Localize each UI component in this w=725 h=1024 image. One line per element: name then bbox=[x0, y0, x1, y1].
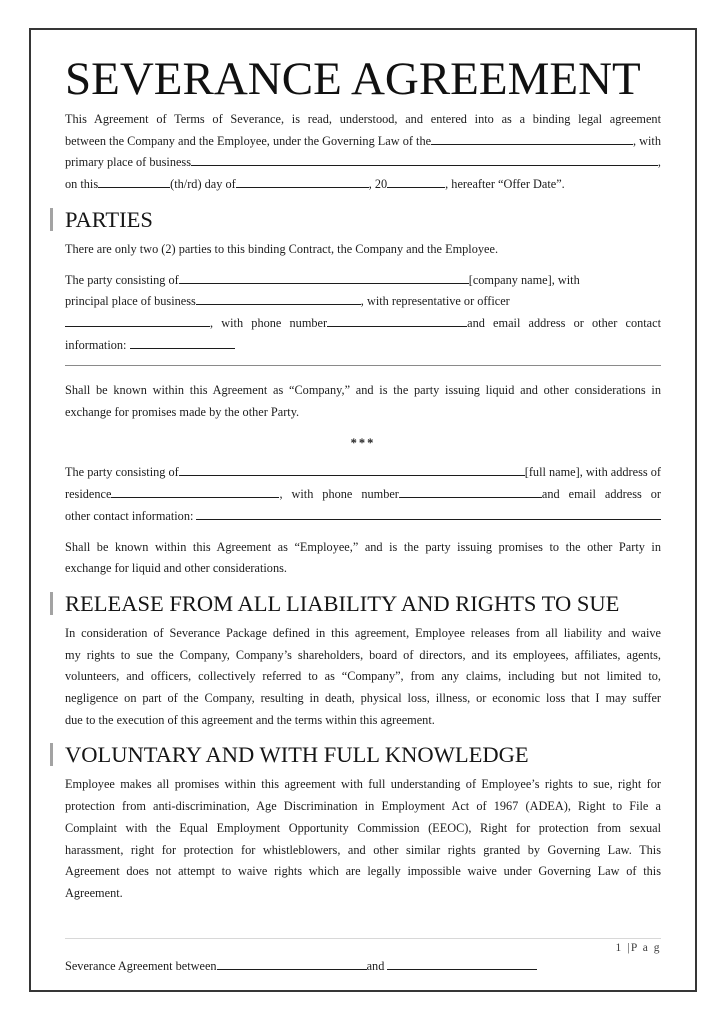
text-run: due to the execution of this agreement and the terms within this agreement. bbox=[65, 712, 435, 727]
text-line bbox=[65, 462, 661, 484]
text-run: Employee makes all promises within this agreement with full understanding of Employee’s rights to sue, right for bbox=[65, 777, 661, 792]
paragraph bbox=[65, 462, 661, 527]
text-run: [company name], with bbox=[468, 272, 580, 287]
document-body bbox=[65, 109, 661, 905]
text-line bbox=[65, 291, 661, 313]
text-line bbox=[65, 506, 661, 528]
footer-agreement-line bbox=[65, 956, 661, 976]
blank-line bbox=[387, 186, 445, 188]
document-content bbox=[65, 55, 661, 914]
text-line bbox=[65, 883, 661, 905]
text-run: , with phone number bbox=[210, 315, 328, 330]
text-run: and email address or bbox=[541, 487, 661, 502]
text-run: between the Company and the Employee, under the Governing Law of the bbox=[65, 133, 432, 148]
text-line bbox=[65, 313, 661, 335]
text-run: and email address or other contact bbox=[467, 315, 661, 330]
text-run: , hereafter “Offer Date”. bbox=[445, 177, 565, 192]
blank-line bbox=[387, 968, 537, 970]
paragraph bbox=[65, 239, 661, 261]
text-run: This Agreement of Terms of Severance, is read, understood, and entered into as a binding legal agreement bbox=[65, 112, 661, 126]
text-line bbox=[65, 402, 661, 424]
section-divider bbox=[65, 365, 661, 366]
text-line bbox=[65, 818, 661, 840]
text-run: In consideration of Severance Package defined in this agreement, Employee releases from all liability and waive bbox=[65, 625, 661, 640]
text-run: There are only two (2) parties to this binding Contract, the Company and the Employee. bbox=[65, 241, 499, 256]
text-line bbox=[65, 537, 661, 559]
footer-rule bbox=[65, 938, 661, 939]
text-line bbox=[65, 558, 661, 580]
blank-line bbox=[111, 496, 279, 498]
text-line bbox=[65, 840, 661, 862]
blank-line bbox=[431, 143, 633, 145]
text-run: harassment, right for protection for whistleblowers, and other similar rights granted by Governing Law. This bbox=[65, 842, 661, 857]
text-run: Agreement does not attempt to waive rights which are legally impossible waive under Governing Law of this bbox=[65, 864, 661, 879]
text-run: Agreement. bbox=[65, 885, 123, 900]
blank-line bbox=[327, 325, 467, 327]
text-line bbox=[65, 796, 661, 818]
text-run: exchange for liquid and other considerations. bbox=[65, 561, 287, 576]
text-run: The party consisting of bbox=[65, 465, 179, 480]
page-border-frame bbox=[29, 28, 697, 992]
blank-line bbox=[236, 186, 369, 188]
paragraph bbox=[65, 109, 661, 196]
blank-line bbox=[196, 303, 361, 305]
text-run: my rights to sue the Company, Company’s shareholders, board of directors, and its employees, affiliates, agents, bbox=[65, 647, 661, 662]
blank-line bbox=[196, 518, 661, 520]
text-line bbox=[65, 335, 661, 357]
text-run: Shall be known within this Agreement as “Employee,” and is the party issuing promises to the other Party in bbox=[65, 539, 661, 554]
blank-line bbox=[179, 282, 469, 284]
page-number: 1 |P a g bbox=[615, 942, 661, 954]
section-heading-voluntary: VOLUNTARY AND WITH FULL KNOWLEDGE bbox=[65, 740, 661, 770]
blank-line bbox=[399, 496, 542, 498]
text-line bbox=[65, 152, 661, 174]
paragraph bbox=[65, 774, 661, 904]
text-run: residence bbox=[65, 487, 112, 502]
text-run: information: bbox=[65, 337, 130, 352]
text-run: negligence on part of the Company, resulting in death, physical loss, illness, or economic loss that I may suffer bbox=[65, 691, 661, 706]
document-title: SEVERANCE AGREEMENT bbox=[65, 53, 641, 105]
text-line bbox=[65, 239, 661, 261]
paragraph bbox=[65, 537, 661, 580]
blank-line bbox=[65, 325, 210, 327]
text-line bbox=[65, 623, 661, 645]
text-run: volunteers, and officers, collectively referred to as “Company”, from any claims, including but not limited to, bbox=[65, 669, 661, 684]
text-run: (th/rd) day of bbox=[170, 177, 236, 192]
text-run: exchange for promises made by the other Party. bbox=[65, 405, 300, 420]
section-heading-release: RELEASE FROM ALL LIABILITY AND RIGHTS TO SUE bbox=[65, 589, 661, 619]
text-run: principal place of business bbox=[65, 294, 196, 309]
blank-line bbox=[98, 186, 170, 188]
text-run: on this bbox=[65, 177, 99, 192]
text-line bbox=[65, 380, 661, 402]
text-run: Shall be known within this Agreement as “Company,” and is the party issuing liquid and other considerations in bbox=[65, 383, 661, 398]
text-line bbox=[65, 174, 661, 196]
blank-line bbox=[179, 474, 525, 476]
paragraph bbox=[65, 270, 661, 357]
text-run: protection from anti-discrimination, Age Discrimination in Employment Act of 1967 (ADEA), Right to File a bbox=[65, 799, 661, 814]
section-separator-stars: *** bbox=[350, 435, 376, 450]
text-run: , 20 bbox=[368, 177, 388, 192]
text-run: other contact information: bbox=[65, 508, 197, 523]
text-line bbox=[65, 688, 661, 710]
text-run: The party consisting of bbox=[65, 272, 179, 287]
text-line bbox=[65, 109, 661, 131]
text-run: Complaint with the Equal Employment Opportunity Commission (EEOC), Right for protection from sexual bbox=[65, 820, 661, 835]
text-line bbox=[65, 861, 661, 883]
text-run: , bbox=[657, 155, 661, 170]
text-run: primary place of business bbox=[65, 155, 192, 170]
paragraph bbox=[65, 623, 661, 732]
text-run: [full name], with address of bbox=[524, 465, 661, 480]
blank-line bbox=[130, 347, 235, 349]
paragraph bbox=[65, 380, 661, 423]
text-run: Severance Agreement between bbox=[65, 959, 217, 973]
text-run: , with phone number bbox=[279, 487, 399, 502]
section-heading-parties: PARTIES bbox=[65, 205, 661, 235]
text-line bbox=[65, 270, 661, 292]
blank-line bbox=[191, 164, 658, 166]
text-run: , with bbox=[632, 133, 661, 148]
page-footer bbox=[65, 938, 661, 976]
blank-line bbox=[217, 968, 367, 970]
text-line bbox=[65, 645, 661, 667]
text-line bbox=[65, 666, 661, 688]
text-line bbox=[65, 131, 661, 153]
text-run: , with representative or officer bbox=[360, 294, 510, 309]
text-line bbox=[65, 774, 661, 796]
text-line bbox=[65, 710, 661, 732]
text-run: and bbox=[366, 959, 388, 973]
text-line bbox=[65, 484, 661, 506]
